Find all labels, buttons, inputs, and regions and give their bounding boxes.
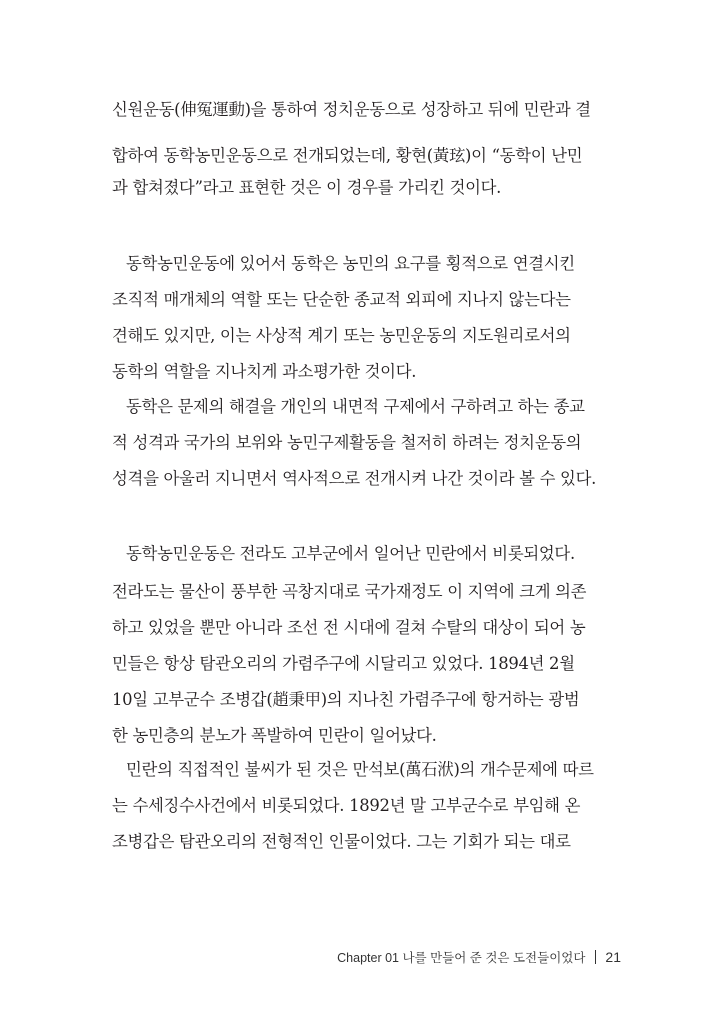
text-line: 견해도 있지만, 이는 사상적 계기 또는 농민운동의 지도원리로서의: [112, 326, 571, 345]
text-line: 동학농민운동에 있어서 동학은 농민의 요구를 횡적으로 연결시킨: [126, 254, 575, 273]
text-line: 하고 있었을 뿐만 아니라 조선 전 시대에 걸쳐 수탈의 대상이 되어 농: [112, 618, 586, 637]
text-line: 합하여 동학농민운동으로 전개되었는데, 황현(黃玹)이 “동학이 난민: [112, 146, 583, 165]
chapter-title: Chapter 01 나를 만들어 준 것은 도전들이었다: [337, 951, 586, 965]
text-line: 전라도는 물산이 풍부한 곡창지대로 국가재정도 이 지역에 크게 의존: [112, 582, 587, 601]
text-line: 조직적 매개체의 역할 또는 단순한 종교적 외피에 지나지 않는다는: [112, 290, 571, 309]
page-number: 21: [605, 949, 621, 965]
text-line: 민란의 직접적인 불씨가 된 것은 만석보(萬石洑)의 개수문제에 따르: [126, 760, 594, 779]
footer-divider: [595, 950, 596, 964]
text-line: 민들은 항상 탐관오리의 가렴주구에 시달리고 있었다. 1894년 2월: [112, 654, 575, 673]
text-line: 동학농민운동은 전라도 고부군에서 일어난 민란에서 비롯되었다.: [126, 544, 575, 563]
text-line: 조병갑은 탐관오리의 전형적인 인물이었다. 그는 기회가 되는 대로: [112, 832, 571, 851]
text-line: 한 농민층의 분노가 폭발하여 민란이 일어났다.: [112, 726, 437, 745]
text-line: 신원운동(伸冤運動)을 통하여 정치운동으로 성장하고 뒤에 민란과 결: [112, 100, 591, 119]
text-line: 동학은 문제의 해결을 개인의 내면적 구제에서 구하려고 하는 종교: [126, 397, 585, 416]
text-line: 동학의 역할을 지나치게 과소평가한 것이다.: [112, 362, 417, 381]
text-line: 과 합쳐졌다”라고 표현한 것은 이 경우를 가리킨 것이다.: [112, 178, 502, 197]
text-line: 10일 고부군수 조병갑(趙秉甲)의 지나친 가렴주구에 항거하는 광범: [112, 690, 580, 709]
text-line: 는 수세징수사건에서 비롯되었다. 1892년 말 고부군수로 부임해 온: [112, 796, 581, 815]
page-footer: [337, 948, 621, 966]
text-line: 적 성격과 국가의 보위와 농민구제활동을 철저히 하려는 정치운동의: [112, 433, 582, 452]
text-line: 성격을 아울러 지니면서 역사적으로 전개시켜 나간 것이라 볼 수 있다.: [112, 469, 597, 488]
